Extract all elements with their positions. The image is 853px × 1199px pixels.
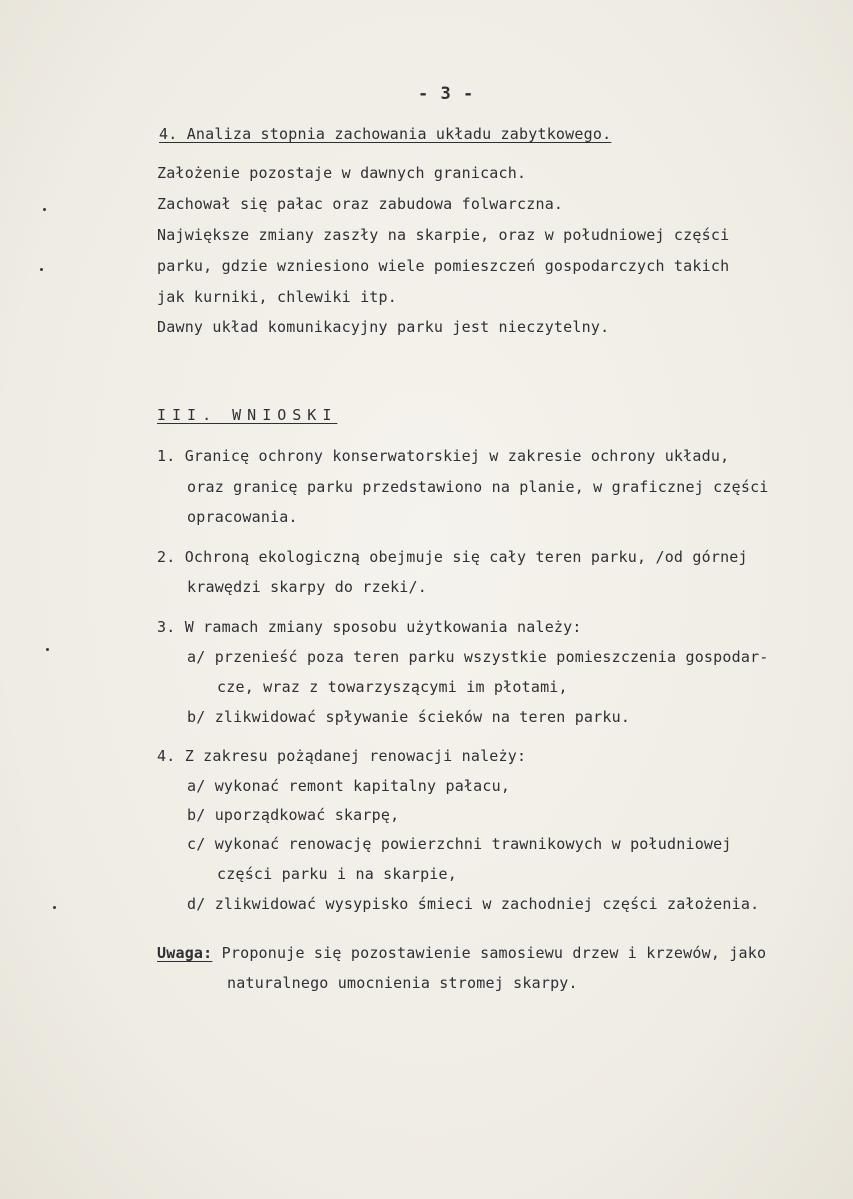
scan-speck [46,648,49,651]
list-item-4-line: części parku i na skarpie, [217,865,457,883]
section-heading-conclusions: III. WNIOSKI [157,406,338,424]
text-line: Największe zmiany zaszły na skarpie, oraz w południowej części [157,226,730,244]
list-item-3-line: cze, wraz z towarzyszącymi im płotami, [217,678,568,696]
note-text: Proponuje się pozostawienie samosiewu drzew i krzewów, jako [212,944,767,962]
list-item-2-line: krawędzi skarpy do rzeki/. [187,578,427,596]
list-item-4-line: d/ zlikwidować wysypisko śmieci w zachodniej części założenia. [187,895,760,913]
page-number: - 3 - [418,84,475,104]
list-item-1-line: oraz granicę parku przedstawiono na planie, w graficznej części [187,478,769,496]
list-item-4-line: a/ wykonać remont kapitalny pałacu, [187,777,511,795]
list-item-3-line: 3. W ramach zmiany sposobu użytkowania należy: [157,618,582,636]
text-line: Założenie pozostaje w dawnych granicach. [157,164,527,182]
note-line [157,943,766,963]
section-heading-analysis: 4. Analiza stopnia zachowania układu zabytkowego. [159,125,612,143]
list-item-1-line: opracowania. [187,508,298,526]
list-item-3-line: b/ zlikwidować spływanie ścieków na teren parku. [187,708,631,726]
list-item-1-line: 1. Granicę ochrony konserwatorskiej w zakresie ochrony układu, [157,447,730,465]
scan-speck [43,208,46,211]
text-line: parku, gdzie wzniesiono wiele pomieszczeń gospodarczych takich [157,257,730,275]
note-label: Uwaga: [157,944,213,962]
scan-speck [53,906,56,909]
text-line: jak kurniki, chlewiki itp. [157,288,397,306]
list-item-4-line: b/ uporządkować skarpę, [187,806,400,824]
note-continuation: naturalnego umocnienia stromej skarpy. [227,974,578,992]
scan-speck [40,268,43,271]
list-item-4-line: c/ wykonać renowację powierzchni trawnikowych w południowej [187,835,732,853]
list-item-3-line: a/ przenieść poza teren parku wszystkie pomieszczenia gospodar- [187,648,769,666]
list-item-2-line: 2. Ochroną ekologiczną obejmuje się cały teren parku, /od górnej [157,548,748,566]
text-line: Zachował się pałac oraz zabudowa folwarczna. [157,195,564,213]
list-item-4-line: 4. Z zakresu pożądanej renowacji należy: [157,747,527,765]
text-line: Dawny układ komunikacyjny parku jest nieczytelny. [157,318,610,336]
